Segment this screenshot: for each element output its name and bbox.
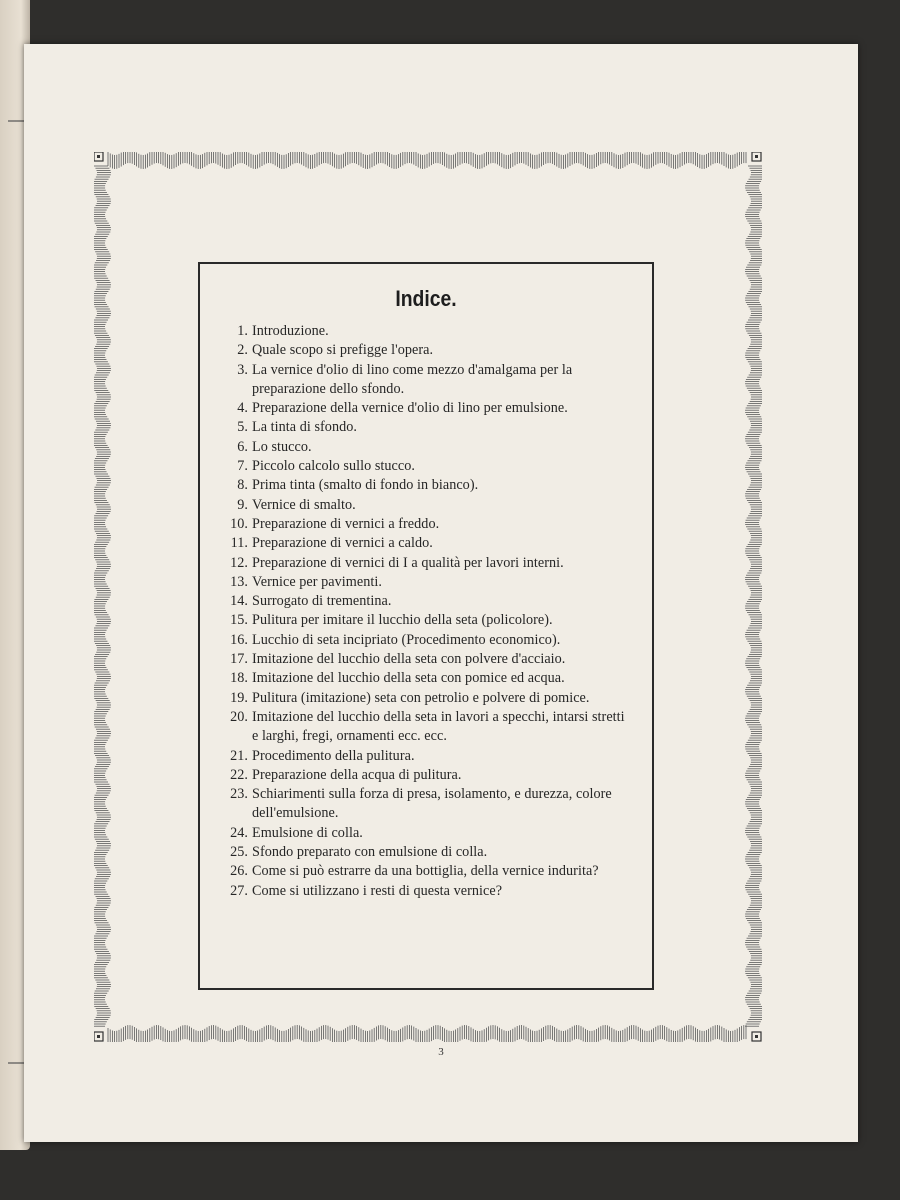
index-box <box>198 262 654 990</box>
entry-number: 24. <box>230 824 248 841</box>
entry-text: Emulsione di colla. <box>252 824 363 841</box>
list-item <box>214 496 634 515</box>
entry-text: Lo stucco. <box>252 438 312 455</box>
entry-number: 6. <box>237 438 248 455</box>
entry-text: La vernice d'olio di lino come mezzo d'amalgama per la preparazione dello sfondo. <box>252 361 573 397</box>
list-item <box>214 438 634 457</box>
entry-number: 3. <box>237 361 248 378</box>
entry-number: 17. <box>230 651 248 668</box>
list-item <box>214 457 634 476</box>
entry-number: 19. <box>230 689 248 706</box>
list-item <box>214 708 634 747</box>
entry-text: Pulitura per imitare il lucchio della seta (policolore). <box>252 612 553 629</box>
entry-text: Vernice per pavimenti. <box>252 573 382 590</box>
entry-text: Sfondo preparato con emulsione di colla. <box>252 844 488 861</box>
book-page <box>24 44 858 1142</box>
entry-number: 18. <box>230 670 248 687</box>
entry-text: Pulitura (imitazione) seta con petrolio e polvere di pomice. <box>252 689 590 706</box>
entry-text: Piccolo calcolo sullo stucco. <box>252 458 415 475</box>
entry-number: 26. <box>230 863 248 880</box>
list-item <box>214 747 634 766</box>
list-item <box>214 399 634 418</box>
entry-text: Come si può estrarre da una bottiglia, della vernice indurita? <box>252 863 599 880</box>
entry-number: 21. <box>230 747 248 764</box>
entry-number: 16. <box>230 631 248 648</box>
entry-text: La tinta di sfondo. <box>252 419 357 436</box>
page-title: Indice. <box>395 286 457 311</box>
entry-text: Vernice di smalto. <box>252 496 356 513</box>
entry-text: Imitazione del lucchio della seta in lavori a specchi, intarsi stretti e larghi, fregi, ornamenti ecc. ecc. <box>252 708 625 745</box>
entry-number: 1. <box>237 323 248 339</box>
list-item <box>214 515 634 534</box>
list-item <box>214 322 634 341</box>
list-item <box>214 862 634 881</box>
list-item <box>214 650 634 669</box>
entry-number: 7. <box>237 458 248 475</box>
page-number: 3 <box>438 1046 444 1058</box>
list-item <box>214 573 634 592</box>
list-item <box>214 341 634 360</box>
entry-text: Procedimento della pulitura. <box>252 747 415 764</box>
entry-number: 22. <box>230 766 248 783</box>
list-item <box>214 766 634 785</box>
entry-number: 23. <box>230 786 248 803</box>
list-item <box>214 882 634 901</box>
entry-text: Schiarimenti sulla forza di presa, isolamento, e durezza, colore dell'emulsione. <box>252 786 612 822</box>
list-item <box>214 785 634 824</box>
entry-text: Introduzione. <box>252 323 329 339</box>
entry-text: Imitazione del lucchio della seta con polvere d'acciaio. <box>252 651 566 668</box>
entry-number: 13. <box>230 573 248 590</box>
entry-number: 4. <box>237 400 248 417</box>
entry-number: 20. <box>230 708 248 725</box>
entry-text: Preparazione di vernici a caldo. <box>252 535 433 552</box>
list-item <box>214 554 634 573</box>
list-item <box>214 689 634 708</box>
entry-number: 2. <box>237 342 248 359</box>
list-item <box>214 824 634 843</box>
list-item <box>214 534 634 553</box>
list-item <box>214 631 634 650</box>
entry-number: 10. <box>230 515 248 532</box>
entry-text: Imitazione del lucchio della seta con pomice ed acqua. <box>252 670 565 687</box>
entry-text: Preparazione della acqua di pulitura. <box>252 766 462 783</box>
list-item <box>214 669 634 688</box>
entry-number: 27. <box>230 882 248 899</box>
list-item <box>214 361 634 400</box>
entry-text: Come si utilizzano i resti di questa vernice? <box>252 882 503 899</box>
entry-text: Lucchio di seta incipriato (Procedimento economico). <box>252 631 561 648</box>
entry-number: 25. <box>230 844 248 861</box>
entry-number: 12. <box>230 554 248 571</box>
entry-number: 14. <box>230 593 248 610</box>
entry-number: 9. <box>237 496 248 513</box>
entry-text: Quale scopo si prefigge l'opera. <box>252 342 434 359</box>
entry-number: 15. <box>230 612 248 629</box>
list-item <box>214 592 634 611</box>
entry-number: 5. <box>237 419 248 436</box>
entry-text: Prima tinta (smalto di fondo in bianco). <box>252 477 479 494</box>
list-item <box>214 476 634 495</box>
entry-text: Preparazione della vernice d'olio di lino per emulsione. <box>252 400 568 417</box>
entry-number: 11. <box>230 535 248 552</box>
list-item <box>214 843 634 862</box>
entry-text: Preparazione di vernici a freddo. <box>252 515 440 532</box>
entry-number: 8. <box>237 477 248 494</box>
list-item <box>214 418 634 437</box>
entry-text: Surrogato di trementina. <box>252 593 392 610</box>
index-list <box>214 322 634 901</box>
list-item <box>214 611 634 630</box>
entry-text: Preparazione di vernici di I a qualità per lavori interni. <box>252 554 564 571</box>
